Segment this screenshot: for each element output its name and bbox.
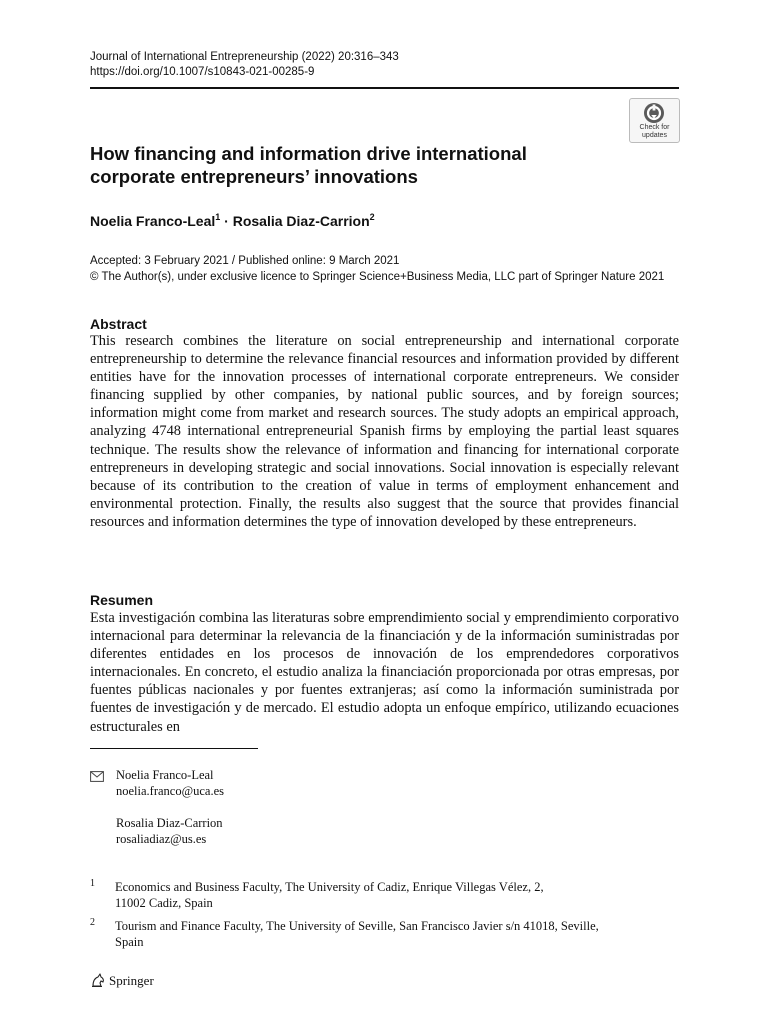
header-rule xyxy=(90,87,679,89)
author-separator: · xyxy=(220,213,233,229)
badge-label xyxy=(630,124,679,139)
affiliation-number-2: 2 xyxy=(90,917,95,928)
author-name-2[interactable]: Rosalia Diaz-Carrion xyxy=(232,213,370,229)
badge-label-line1: Check for xyxy=(639,124,670,131)
check-for-updates-badge[interactable] xyxy=(629,98,680,143)
publisher-footer xyxy=(90,972,154,990)
contact-name-2: Rosalia Diaz-Carrion xyxy=(116,816,223,830)
corresponding-author-2 xyxy=(116,816,223,847)
affiliation-1-line2: 11002 Cadiz, Spain xyxy=(115,895,213,910)
doi-link[interactable]: https://doi.org/10.1007/s10843-021-00285-9 xyxy=(90,66,315,78)
author-affiliation-2: 2 xyxy=(369,212,375,222)
check-for-updates-icon xyxy=(643,102,665,124)
corresponding-author-1 xyxy=(116,768,224,799)
publication-info xyxy=(90,253,664,285)
affiliation-1 xyxy=(115,880,679,911)
envelope-icon xyxy=(90,771,104,782)
badge-label-line2: updates xyxy=(642,131,667,139)
affiliation-2 xyxy=(115,919,679,950)
footnote-rule xyxy=(90,748,258,749)
abstract-text: This research combines the literature on social entrepreneurship and international corporate entrepreneurship to determine the relevance financial resources and information provided by different entities have for the innovation processes of international corporate entrepreneurs. We consider financing supplied by other companies, by national public sources, and by foreign sources; information might come from market and research sources. The study adopts an empirical approach, analyzing 4748 international entrepreneurial Spanish firms by employing the partial least squares technique. The results show the relevance of information and financing for international corporate entrepreneurs in developing strategic and social innovations. Social innovation is especially relevant because of its contribution to the creation of value in terms of employment enhancement and environmental protection. Finally, the results also suggest that the source that provides financial resources and information determines the type of innovation developed by these entrepreneurs. xyxy=(90,333,679,530)
contact-name-1: Noelia Franco-Leal xyxy=(116,768,214,782)
copyright-notice: © The Author(s), under exclusive licence to Springer Science+Business Media, LLC part of Springer Nature 2021 xyxy=(90,271,665,283)
affiliation-2-line1: Tourism and Finance Faculty, The University of Seville, San Francisco Javier s/n 41018, Seville, xyxy=(115,919,599,933)
springer-horse-icon xyxy=(90,972,106,988)
affiliation-number-1: 1 xyxy=(90,878,95,889)
publisher-name: Springer xyxy=(109,973,154,988)
resumen-heading: Resumen xyxy=(90,592,154,608)
affiliation-1-line1: Economics and Business Faculty, The University of Cadiz, Enrique Villegas Vélez, 2, xyxy=(115,880,544,894)
journal-header xyxy=(90,50,399,80)
contact-email-1[interactable]: noelia.franco@uca.es xyxy=(116,783,224,798)
resumen-text: Esta investigación combina las literaturas sobre emprendimiento social y emprendimiento corporativo internacional para determinar la relevancia de la financiación y de la información suministradas por diferentes entidades en los procesos de innovación de los emprendedores corporativos internacionales. En concreto, el estudio analiza la financiación proporcionada por otras empresas, por fuentes públicas nacionales y por fuentes extranjeras; así como la información suministrada por fuentes de investigación y de mercado. El estudio adopta un enfoque empírico, utilizando ecuaciones estructurales en xyxy=(90,610,679,735)
article-title: How financing and information drive international corporate entrepreneurs’ innovations xyxy=(90,143,527,187)
author-name-1[interactable]: Noelia Franco-Leal xyxy=(90,213,216,229)
journal-citation: Journal of International Entrepreneurship (2022) 20:316–343 xyxy=(90,51,399,63)
author-affiliation-1: 1 xyxy=(215,212,221,222)
publication-dates: Accepted: 3 February 2021 / Published online: 9 March 2021 xyxy=(90,255,400,267)
affiliation-2-line2: Spain xyxy=(115,934,144,949)
contact-email-2[interactable]: rosaliadiaz@us.es xyxy=(116,831,207,846)
abstract-heading: Abstract xyxy=(90,316,147,332)
author-list xyxy=(90,208,375,230)
